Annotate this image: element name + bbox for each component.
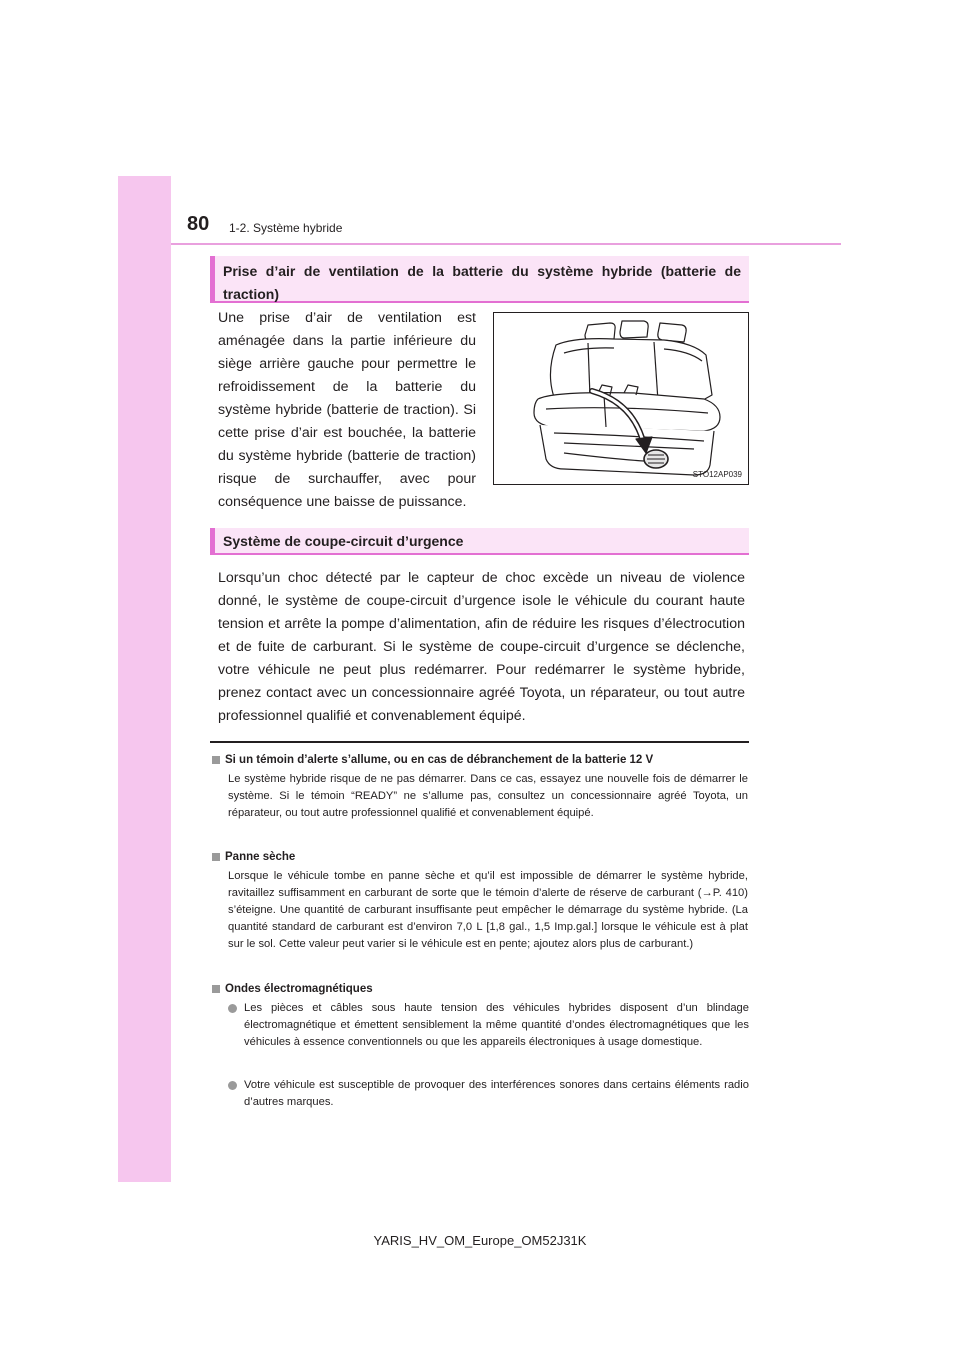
note-text-warning-light: Le système hybride risque de ne pas démarrer. Dans ce cas, essayez une nouvelle fois de démarrer le système. Si le témoin “READY” ne s’allume pas, consultez un concessionnaire agréé Toyota, un réparateur, ou tout autre professionnel qualifié et convenablement équipé. [228,773,748,819]
note-title-fuel [212,849,295,865]
note-title-electromagnetic [212,981,373,997]
header-divider [171,243,841,245]
emergency-shutoff-paragraph: Lorsqu’un choc détecté par le capteur de choc excède un niveau de violence donné, le système de coupe-circuit d’urgence isole le véhicule du courant haute tension et arrête la pompe d’alimentation, afin de réduire les risques d’électrocution et de fuite de carburant. Si le système de coupe-circuit d’urgence se déclenche, votre véhicule ne peut plus redémarrer. Pour redémarrer le système hybride, prenez contact avec un concessionnaire agréé Toyota, un réparateur, ou tout autre professionnel qualifié et convenablement équipé. [218,570,745,724]
document-code-footer: YARIS_HV_OM_Europe_OM52J31K [373,1233,587,1248]
square-bullet-icon [212,853,220,861]
square-bullet-icon [212,756,220,764]
note-title-warning-light [212,752,653,768]
figure-code: STO12AP039 [692,470,742,479]
notes-divider [210,741,749,743]
note-title-text: Panne sèche [225,851,296,863]
rear-seat-illustration [493,312,749,485]
section-title: 1-2. Système hybride [229,221,343,235]
square-bullet-icon [212,985,220,993]
circle-bullet-icon [228,1081,237,1090]
rear-seat-drawing [494,313,748,484]
page-number: 80 [187,213,210,235]
air-intake-paragraph: Une prise d’air de ventilation est aménagée dans la partie inférieure du siège arrière gauche pour permettre le refroidissement de la batterie du système hybride (batterie de traction). Si cette prise d’air est bouchée, la batterie du système hybride (batterie de traction) risque de surchauffer, avec pour conséquence une baisse de puissance. [218,310,476,510]
bullet-item [228,1077,749,1111]
circle-bullet-icon [228,1004,237,1013]
note-title-text: Ondes électromagnétiques [225,983,373,995]
heading-battery-air-intake: Prise d’air de ventilation de la batterie du système hybride (batterie de traction) [210,256,749,303]
bullet-text: Les pièces et câbles sous haute tension des véhicules hybrides disposent d’un blindage électromagnétique et émettent sensiblement la même quantité d’ondes électromagnétiques que les véhicules à essence conventionnels ou que les appareils électroniques à usage domestique. [244,1002,749,1048]
note-title-text: Si un témoin d’alerte s’allume, ou en cas de débranchement de la batterie 12 V [225,754,654,766]
side-tab-band [118,176,171,1182]
heading-emergency-shutoff: Système de coupe-circuit d’urgence [210,528,749,555]
bullet-text: Votre véhicule est susceptible de provoquer des interférences sonores dans certains éléments radio d’autres marques. [244,1079,749,1108]
note-text-fuel: Lorsque le véhicule tombe en panne sèche et qu’il est impossible de démarrer le système hybride, ravitaillez suffisamment en carburant de sorte que le témoin d’alerte de réserve de carburant (→P. 410) s’éteigne. Une quantité de carburant insuffisante peut empêcher le démarrage du système hybride. (La quantité standard de carburant est d’environ 7,0 L [1,8 gal., 1,5 Imp.gal.] lorsque le véhicule est à plat sur le sol. Cette valeur peut varier si le véhicule est en pente; ajoutez alors plus de carburant.) [228,870,748,950]
bullet-item [228,1000,749,1051]
